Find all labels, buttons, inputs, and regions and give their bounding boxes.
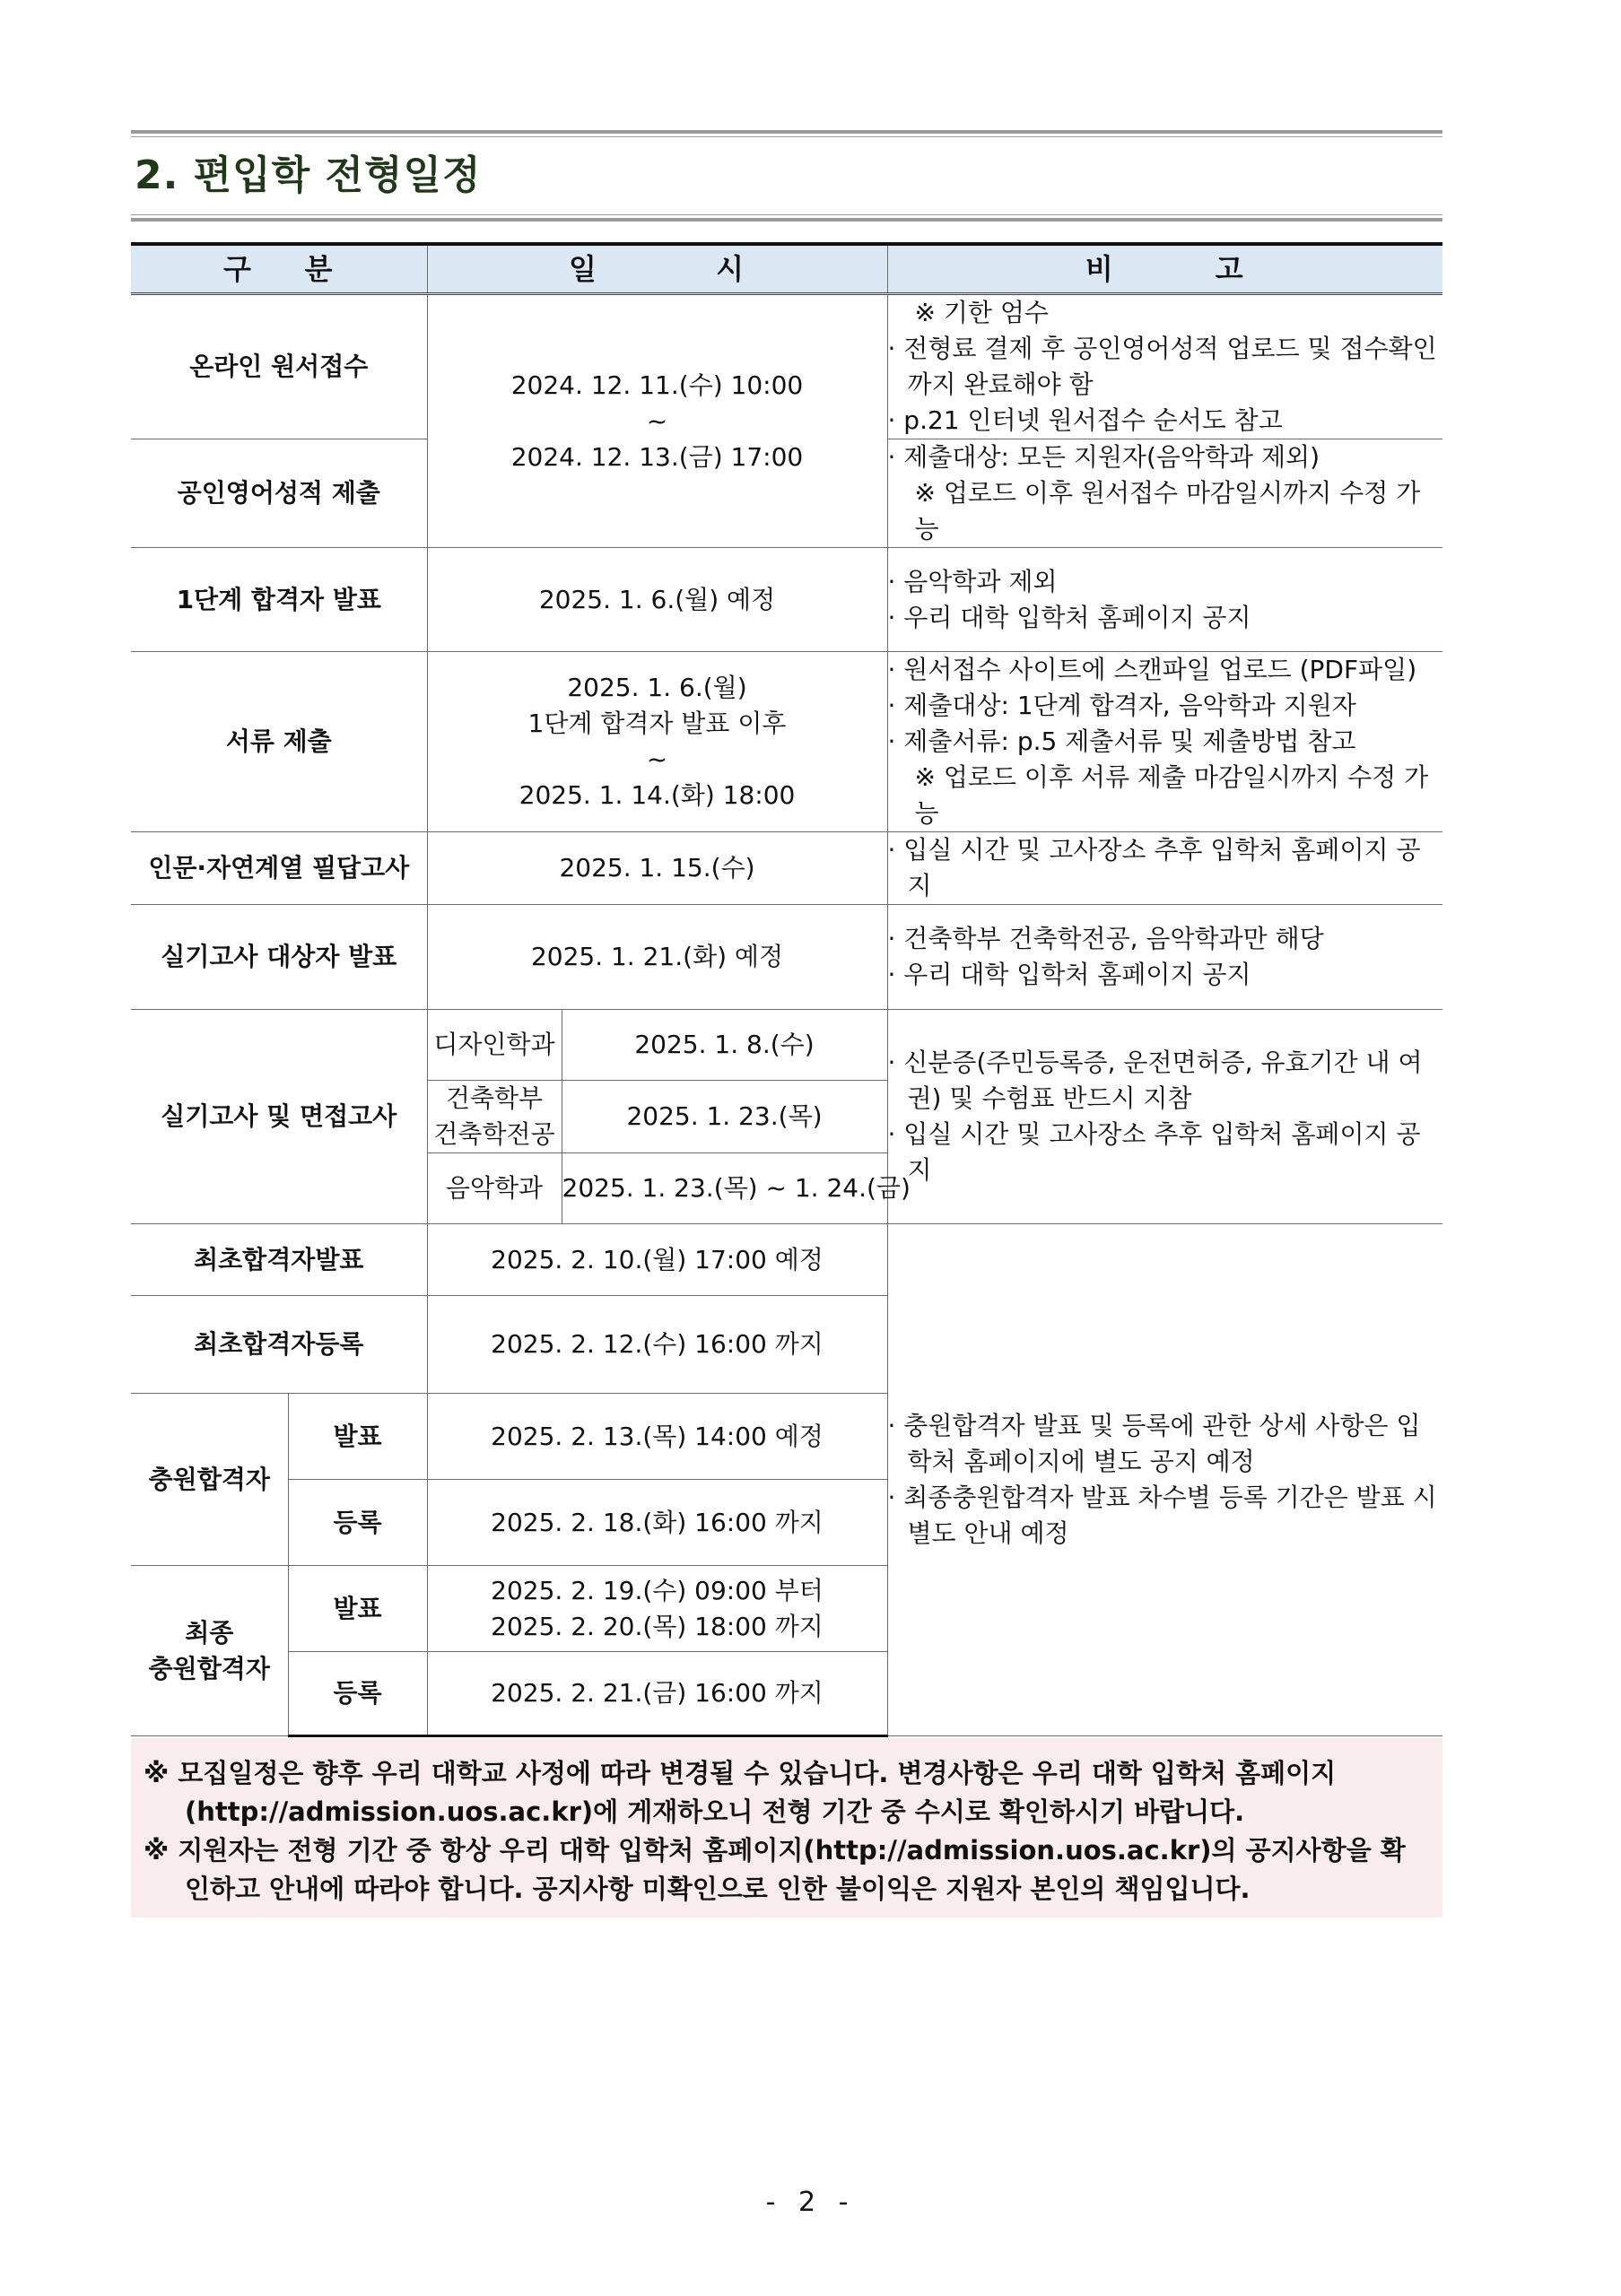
row-date: 2025. 2. 18.(화) 16:00 까지	[427, 1480, 887, 1566]
dept-date: 2025. 1. 23.(목)	[562, 1081, 887, 1153]
title-rule-top	[131, 130, 1442, 137]
table-row	[131, 905, 1442, 1010]
row-label: 실기고사 및 면접고사	[131, 1010, 427, 1224]
table-row	[131, 294, 1442, 439]
section-title: 2. 편입학 전형일정	[135, 152, 482, 198]
row-date: 2025. 1. 6.(월) 1단계 합격자 발표 이후 ~ 2025. 1. 14.(화) 18:00	[427, 652, 887, 832]
table-row	[131, 548, 1442, 652]
row-date: 2025. 2. 21.(금) 16:00 까지	[427, 1652, 887, 1736]
row-date: 2025. 2. 19.(수) 09:00 부터 2025. 2. 20.(목) 18:00 까지	[427, 1566, 887, 1652]
row-date: 2025. 1. 6.(월) 예정	[427, 548, 887, 652]
schedule-table	[131, 242, 1442, 1737]
header-row	[131, 244, 1442, 294]
section-header	[131, 130, 1442, 222]
sub-label: 발표	[288, 1566, 427, 1652]
header-datetime: 일 시	[427, 244, 887, 294]
dept-date: 2025. 1. 8.(수)	[562, 1010, 887, 1081]
dept-label: 건축학부 건축학전공	[427, 1081, 562, 1153]
title-rule-bottom	[131, 214, 1442, 222]
row-label: 온라인 원서접수	[131, 294, 427, 439]
header-category: 구 분	[131, 244, 427, 294]
row-label: 1단계 합격자 발표	[131, 548, 427, 652]
table-row	[131, 652, 1442, 832]
row-note: · 신분증(주민등록증, 운전면허증, 유효기간 내 여권) 및 수험표 반드시 지참 · 입실 시간 및 고사장소 추후 입학처 홈페이지 공지	[887, 1010, 1442, 1224]
row-label: 인문·자연계열 필답고사	[131, 832, 427, 905]
row-date: 2025. 2. 10.(월) 17:00 예정	[427, 1224, 887, 1296]
sub-label: 등록	[288, 1480, 427, 1566]
row-label: 실기고사 대상자 발표	[131, 905, 427, 1010]
row-date: 2025. 1. 15.(수)	[427, 832, 887, 905]
sub-label: 등록	[288, 1652, 427, 1736]
page-number: - 2 -	[765, 2187, 856, 2218]
row-note: ※ 기한 엄수 · 전형료 결제 후 공인영어성적 업로드 및 접수확인까지 완료해야 함 · p.21 인터넷 원서접수 순서도 참고	[887, 294, 1442, 439]
row-note: · 충원합격자 발표 및 등록에 관한 상세 사항은 입학처 홈페이지에 별도 공지 예정 · 최종충원합격자 발표 차수별 등록 기간은 발표 시 별도 안내 예정	[887, 1224, 1442, 1736]
table-row	[131, 1224, 1442, 1296]
row-note: · 원서접수 사이트에 스캔파일 업로드 (PDF파일) · 제출대상: 1단계 합격자, 음악학과 지원자 · 제출서류: p.5 제출서류 및 제출방법 참고 ※ 업로드 이후 서류 제출 마감일시까지 수정 가능	[887, 652, 1442, 832]
row-note: · 건축학부 건축학전공, 음악학과만 해당 · 우리 대학 입학처 홈페이지 공지	[887, 905, 1442, 1010]
row-label: 최초합격자발표	[131, 1224, 427, 1296]
row-note: · 제출대상: 모든 지원자(음악학과 제외) ※ 업로드 이후 원서접수 마감일시까지 수정 가능	[887, 439, 1442, 548]
dept-label: 디자인학과	[427, 1010, 562, 1081]
table-row	[131, 832, 1442, 905]
row-label: 충원합격자	[131, 1394, 288, 1566]
row-date: 2025. 1. 21.(화) 예정	[427, 905, 887, 1010]
sub-label: 발표	[288, 1394, 427, 1480]
footnote: ※ 지원자는 전형 기간 중 항상 우리 대학 입학처 홈페이지(http://admission.uos.ac.kr)의 공지사항을 확인하고 안내에 따라야 합니다. 공지사항 미확인으로 인한 불이익은 지원자 본인의 책임입니다.	[144, 1835, 1406, 1904]
footnote: ※ 모집일정은 향후 우리 대학교 사정에 따라 변경될 수 있습니다. 변경사항은 우리 대학 입학처 홈페이지(http://admission.uos.ac.kr)에 게재하오니 전형 기간 중 수시로 확인하시기 바랍니다.	[144, 1758, 1337, 1827]
row-date: 2024. 12. 11.(수) 10:00 ~ 2024. 12. 13.(금) 17:00	[427, 294, 887, 548]
row-label: 최초합격자등록	[131, 1296, 427, 1394]
row-label: 서류 제출	[131, 652, 427, 832]
row-label: 공인영어성적 제출	[131, 439, 427, 548]
header-remarks: 비 고	[887, 244, 1442, 294]
row-note: · 음악학과 제외 · 우리 대학 입학처 홈페이지 공지	[887, 548, 1442, 652]
row-date: 2025. 2. 12.(수) 16:00 까지	[427, 1296, 887, 1394]
footnote-box	[131, 1738, 1442, 1918]
row-note: · 입실 시간 및 고사장소 추후 입학처 홈페이지 공지	[887, 832, 1442, 905]
row-label: 최종 충원합격자	[131, 1566, 288, 1736]
table-row	[131, 1010, 1442, 1081]
dept-date: 2025. 1. 23.(목) ~ 1. 24.(금)	[562, 1153, 887, 1224]
row-date: 2025. 2. 13.(목) 14:00 예정	[427, 1394, 887, 1480]
dept-label: 음악학과	[427, 1153, 562, 1224]
